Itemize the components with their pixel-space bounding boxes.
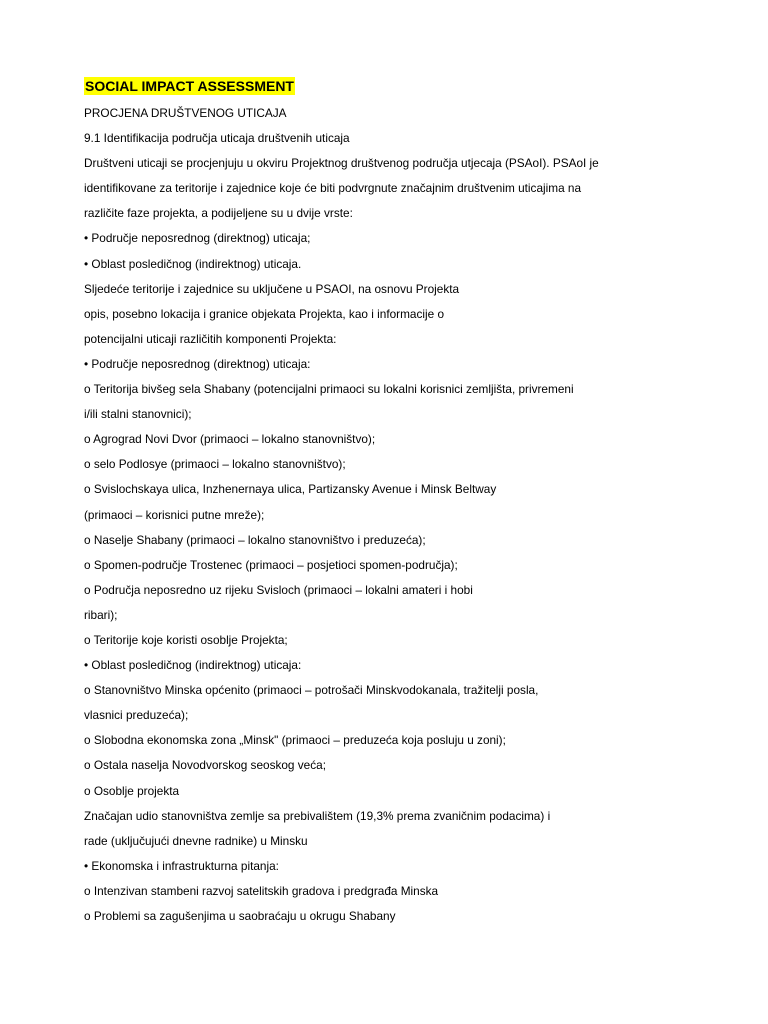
text-line: potencijalni uticaji različitih komponenti Projekta: bbox=[84, 331, 337, 346]
text-line: o Teritorije koje koristi osoblje Projekta; bbox=[84, 632, 288, 647]
text-line: različite faze projekta, a podijeljene su u dvije vrste: bbox=[84, 206, 353, 221]
text-line: o Područja neposredno uz rijeku Svisloch (primaoci – lokalni amateri i hobi bbox=[84, 582, 473, 597]
text-line: o Problemi sa zagušenjima u saobraćaju u okrugu Shabany bbox=[84, 909, 396, 923]
text-line: • Područje neposrednog (direktnog) uticaja: bbox=[84, 356, 311, 371]
text-line: i/ili stalni stanovnici); bbox=[84, 407, 192, 422]
title-block bbox=[84, 77, 295, 96]
text-line: o Osoblje projekta bbox=[84, 783, 180, 798]
text-line: o Slobodna ekonomska zona „Minsk" (primaoci – preduzeća koja posluju u zoni); bbox=[84, 733, 506, 748]
text-line: o Agrograd Novi Dvor (primaoci – lokalno stanovništvo); bbox=[84, 432, 376, 447]
text-line: o Ostala naselja Novodvorskog seoskog veća; bbox=[84, 758, 326, 773]
text-line: Društveni uticaji se procjenjuju u okviru Projektnog društvenog područja utjecaja (PSAoI). PSAoI je bbox=[84, 156, 599, 171]
text-line: o Intenzivan stambeni razvoj satelitskih gradova i predgrađa Minska bbox=[84, 883, 439, 898]
text-line: • Oblast posledičnog (indirektnog) uticaja: bbox=[84, 658, 302, 673]
text-line: • Ekonomska i infrastrukturna pitanja: bbox=[84, 858, 279, 873]
text-line: identifikovane za teritorije i zajednice koje će biti podvrgnute značajnim društvenim uticajima na bbox=[84, 181, 582, 196]
document-title: SOCIAL IMPACT ASSESSMENT bbox=[85, 78, 294, 94]
text-line: o Spomen-područje Trostenec (primaoci – posjetioci spomen-područja); bbox=[84, 557, 458, 572]
text-line: o Svislochskaya ulica, Inzhenernaya ulica, Partizansky Avenue i Minsk Beltway bbox=[84, 482, 497, 497]
text-line: o Naselje Shabany (primaoci – lokalno stanovništvo i preduzeća); bbox=[84, 532, 426, 547]
text-line: (primaoci – korisnici putne mreže); bbox=[84, 507, 265, 522]
text-line: o selo Podlosye (primaoci – lokalno stanovništvo); bbox=[84, 457, 346, 472]
text-line: Sljedeće teritorije i zajednice su uključene u PSAOI, na osnovu Projekta bbox=[84, 281, 460, 296]
text-line: PROCJENA DRUŠTVENOG UTICAJA bbox=[84, 106, 287, 120]
document-body bbox=[84, 104, 599, 932]
text-line: 9.1 Identifikacija područja uticaja društvenih uticaja bbox=[84, 131, 350, 146]
text-line: Značajan udio stanovništva zemlje sa prebivalištem (19,3% prema zvaničnim podacima) i bbox=[84, 808, 551, 823]
text-line: • Oblast posledičnog (indirektnog) uticaja. bbox=[84, 256, 302, 271]
text-line: opis, posebno lokacija i granice objekata Projekta, kao i informacije o bbox=[84, 306, 445, 321]
text-line: o Teritorija bivšeg sela Shabany (potencijalni primaoci su lokalni korisnici zemljišta, privremeni bbox=[84, 382, 574, 397]
text-line: • Područje neposrednog (direktnog) uticaja; bbox=[84, 231, 311, 246]
text-line: vlasnici preduzeća); bbox=[84, 708, 189, 723]
text-line: ribari); bbox=[84, 607, 118, 622]
text-line: o Stanovništvo Minska općenito (primaoci – potrošači Minskvodokanala, tražitelji posla, bbox=[84, 683, 539, 698]
text-line: rade (uključujući dnevne radnike) u Minsku bbox=[84, 833, 308, 848]
